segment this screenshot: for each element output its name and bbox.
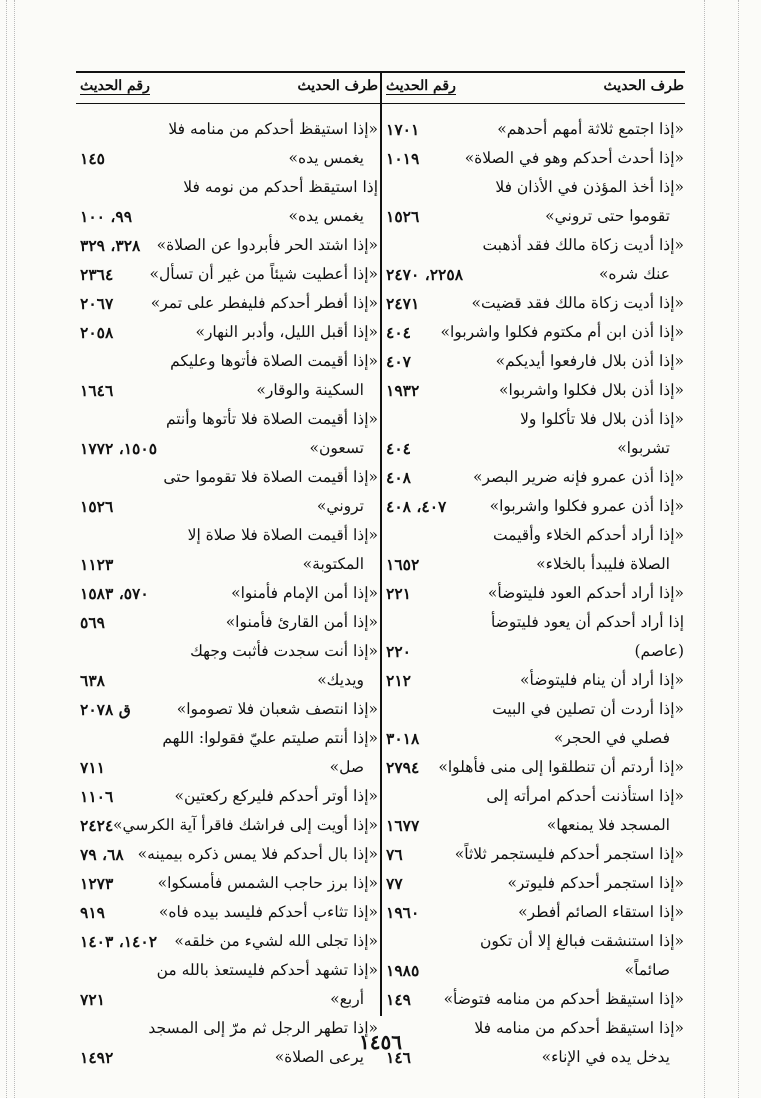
index-entry-row bbox=[382, 347, 686, 376]
hadith-start-text: تشربوا» bbox=[617, 439, 670, 457]
hadith-start-text: «إذا أنت سجدت فأثبت وجهك bbox=[190, 642, 378, 660]
hadith-number: ١١٠٦ bbox=[80, 787, 114, 806]
page-number: ١٤٥٦ bbox=[359, 1030, 402, 1054]
index-entry-row bbox=[76, 550, 380, 579]
index-entry-row bbox=[76, 753, 380, 782]
hadith-start-text: «إذا أذن بلال فلا تأكلوا ولا bbox=[520, 410, 684, 428]
index-entry-row bbox=[76, 811, 380, 840]
index-entry-row bbox=[76, 376, 380, 405]
hadith-start-text: «إذا بال أحدكم فلا يمس ذكره بيمينه» bbox=[137, 845, 378, 863]
hadith-start-text: إذا استيقظ أحدكم من نومه فلا bbox=[183, 178, 378, 196]
hadith-start-text: «إذا أعطيت شيئاً من غير أن تسأل» bbox=[149, 265, 378, 283]
hadith-number: ٧٢١ bbox=[80, 990, 105, 1009]
index-entry-row bbox=[382, 869, 686, 898]
hadith-number: ق ٢٠٧٨ bbox=[80, 700, 131, 719]
hadith-number: ١٩٣٢ bbox=[386, 381, 420, 400]
margin-dots-right-2 bbox=[738, 0, 739, 1098]
index-entry-row bbox=[382, 579, 686, 608]
left-column-rows bbox=[76, 115, 380, 1072]
margin-dots-right bbox=[704, 0, 705, 1098]
hadith-start-text: «إذا استأذنت أحدكم امرأته إلى bbox=[486, 787, 684, 805]
hadith-start-text: «إذا استجمر أحدكم فليوتر» bbox=[507, 874, 684, 892]
hadith-number: ٢٢١ bbox=[386, 584, 411, 603]
index-entry-row bbox=[76, 782, 380, 811]
index-entry-row bbox=[382, 521, 686, 550]
header-hadith-start: طرف الحديث bbox=[297, 78, 378, 94]
index-entry-row bbox=[382, 115, 686, 144]
index-entry-row bbox=[382, 405, 686, 434]
index-entry-row bbox=[382, 463, 686, 492]
hadith-start-text: فصلي في الحجر» bbox=[553, 729, 670, 747]
hadith-start-text: «إذا أذن بلال فارفعوا أيديكم» bbox=[495, 352, 684, 370]
hadith-number: ٢٢٠ bbox=[386, 642, 411, 661]
hadith-number: ٢٤٢٤ bbox=[80, 816, 114, 835]
hadith-number: ٣٠١٨ bbox=[386, 729, 420, 748]
hadith-start-text: «إذا أنتم صليتم عليّ فقولوا: اللهم bbox=[162, 729, 378, 747]
index-entry-row bbox=[76, 463, 380, 492]
index-entry-row bbox=[76, 434, 380, 463]
index-entry-row bbox=[76, 985, 380, 1014]
hadith-number: ٦٣٨ bbox=[80, 671, 105, 690]
index-entry-row bbox=[382, 260, 686, 289]
right-column-header bbox=[382, 78, 686, 100]
hadith-number: ٥٧٠، ١٥٨٣ bbox=[80, 584, 149, 603]
hadith-start-text: «إذا أديت زكاة مالك فقد أذهبت bbox=[482, 236, 684, 254]
index-entry-row bbox=[382, 550, 686, 579]
hadith-number: ٥٦٩ bbox=[80, 613, 105, 632]
index-entry-row bbox=[76, 579, 380, 608]
index-entry-row bbox=[382, 724, 686, 753]
hadith-start-text: «إذا أويت إلى فراشك فاقرأ آية الكرسي» bbox=[112, 816, 378, 834]
hadith-start-text: «إذا انتصف شعبان فلا تصوموا» bbox=[176, 700, 378, 718]
hadith-start-text: «إذا استجمر أحدكم فليستجمر ثلاثاً» bbox=[454, 845, 684, 863]
hadith-start-text: «إذا برز حاجب الشمس فأمسكوا» bbox=[157, 874, 378, 892]
hadith-start-text: ويديك» bbox=[317, 671, 364, 689]
index-entry-row bbox=[76, 869, 380, 898]
index-entry-row bbox=[76, 231, 380, 260]
index-entry-row bbox=[382, 753, 686, 782]
hadith-start-text: الصلاة فليبدأ بالخلاء» bbox=[536, 555, 670, 573]
hadith-number: ١٤٩٢ bbox=[80, 1048, 114, 1067]
index-entry-row bbox=[76, 202, 380, 231]
index-entry-row bbox=[382, 782, 686, 811]
header-hadith-start: طرف الحديث bbox=[603, 78, 684, 94]
hadith-start-text: «إذا تشهد أحدكم فليستعذ بالله من bbox=[156, 961, 378, 979]
hadith-number: ١٥٢٦ bbox=[386, 207, 420, 226]
hadith-start-text: صل» bbox=[329, 758, 364, 776]
hadith-start-text: «إذا اجتمع ثلاثة أمهم أحدهم» bbox=[497, 120, 684, 138]
hadith-number: ٧٦ bbox=[386, 845, 403, 864]
hadith-number: ٧١١ bbox=[80, 758, 105, 777]
index-entry-row bbox=[382, 840, 686, 869]
index-entry-row bbox=[382, 985, 686, 1014]
hadith-number: ١٤٥ bbox=[80, 149, 105, 168]
index-entry-row bbox=[382, 289, 686, 318]
hadith-number: ٧٧ bbox=[386, 874, 403, 893]
margin-dots-left bbox=[6, 0, 7, 1098]
index-entry-row bbox=[76, 695, 380, 724]
index-entry-row bbox=[382, 811, 686, 840]
hadith-number: ٤٠٨ bbox=[386, 468, 411, 487]
hadith-number: ١٦٥٢ bbox=[386, 555, 420, 574]
hadith-number: ٢٠٥٨ bbox=[80, 323, 114, 342]
hadith-start-text: يغمس يده» bbox=[288, 149, 364, 167]
index-entry-row bbox=[76, 115, 380, 144]
hadith-start-text: «إذا أقيمت الصلاة فلا تأتوها وأنتم bbox=[165, 410, 378, 428]
hadith-start-text: «إذا أقيمت الصلاة فلا تقوموا حتى bbox=[163, 468, 378, 486]
index-entry-row bbox=[76, 898, 380, 927]
hadith-start-text: «إذا أذن ابن أم مكتوم فكلوا واشربوا» bbox=[440, 323, 684, 341]
index-entry-row bbox=[76, 956, 380, 985]
hadith-number: ١٩٦٠ bbox=[386, 903, 420, 922]
index-entry-row bbox=[76, 927, 380, 956]
index-entry-row bbox=[76, 260, 380, 289]
index-entry-row bbox=[76, 347, 380, 376]
hadith-start-text: «إذا أراد أحدكم الخلاء وأقيمت bbox=[492, 526, 684, 544]
index-entry-row bbox=[382, 144, 686, 173]
hadith-start-text: تروني» bbox=[316, 497, 364, 515]
hadith-number: ١٥٠٥، ١٧٧٢ bbox=[80, 439, 158, 458]
hadith-start-text: «إذا استيقظ أحدكم من منامه فلا bbox=[168, 120, 378, 138]
index-entry-row bbox=[382, 695, 686, 724]
hadith-start-text: «إذا أقيمت الصلاة فأتوها وعليكم bbox=[170, 352, 378, 370]
hadith-start-text: يدخل يده في الإناء» bbox=[541, 1048, 670, 1066]
hadith-start-text: «إذا تجلى الله لشيء من خلقه» bbox=[174, 932, 378, 950]
hadith-start-text: المكتوبة» bbox=[302, 555, 364, 573]
hadith-number: ١٤٦ bbox=[386, 1048, 411, 1067]
header-hadith-number: رقم الحديث bbox=[80, 78, 150, 94]
index-entry-row bbox=[76, 173, 380, 202]
hadith-start-text: «إذا أقيمت الصلاة فلا صلاة إلا bbox=[187, 526, 378, 544]
hadith-start-text: «إذا أفطر أحدكم فليفطر على تمر» bbox=[150, 294, 378, 312]
right-column bbox=[382, 71, 686, 1067]
index-entry-row bbox=[382, 898, 686, 927]
hadith-start-text: «إذا أحدث أحدكم وهو في الصلاة» bbox=[464, 149, 684, 167]
hadith-start-text: «إذا اشتد الحر فأبردوا عن الصلاة» bbox=[156, 236, 378, 254]
index-entry-row bbox=[76, 405, 380, 434]
hadith-number: ٤٠٧ bbox=[386, 352, 411, 371]
index-entry-row bbox=[76, 289, 380, 318]
index-entry-row bbox=[382, 608, 686, 637]
hadith-number: ٢٧٩٤ bbox=[386, 758, 420, 777]
right-column-rows bbox=[382, 115, 686, 1072]
index-entry-row bbox=[382, 434, 686, 463]
index-entry-row bbox=[76, 724, 380, 753]
hadith-start-text: «إذا تطهر الرجل ثم مرّ إلى المسجد bbox=[148, 1019, 378, 1037]
index-entry-row bbox=[76, 840, 380, 869]
hadith-start-text: «إذا استيقظ أحدكم من منامه فتوضأ» bbox=[443, 990, 684, 1008]
hadith-start-text: «إذا أذن عمرو فإنه ضرير البصر» bbox=[473, 468, 684, 486]
index-entry-row bbox=[382, 492, 686, 521]
hadith-number: ٤٠٤ bbox=[386, 323, 411, 342]
hadith-start-text: المسجد فلا يمنعها» bbox=[546, 816, 670, 834]
left-column-header bbox=[76, 78, 380, 100]
index-entry-row bbox=[76, 666, 380, 695]
hadith-start-text: «إذا استيقظ أحدكم من منامه فلا bbox=[474, 1019, 684, 1037]
index-entry-row bbox=[76, 144, 380, 173]
hadith-start-text: صائماً» bbox=[624, 961, 670, 979]
hadith-number: ١٧٠١ bbox=[386, 120, 420, 139]
hadith-number: ٢٣٦٤ bbox=[80, 265, 114, 284]
hadith-number: ١١٢٣ bbox=[80, 555, 114, 574]
hadith-number: ١٢٧٣ bbox=[80, 874, 114, 893]
hadith-number: ١٤٠٢، ١٤٠٣ bbox=[80, 932, 158, 951]
index-entry-row bbox=[76, 608, 380, 637]
hadith-start-text: السكينة والوقار» bbox=[256, 381, 364, 399]
index-entry-row bbox=[76, 318, 380, 347]
index-entry-row bbox=[76, 521, 380, 550]
hadith-start-text: «إذا أقبل الليل، وأدبر النهار» bbox=[195, 323, 378, 341]
index-entry-row bbox=[76, 637, 380, 666]
hadith-start-text: «إذا أردت أن تصلين في البيت bbox=[492, 700, 684, 718]
header-hadith-number: رقم الحديث bbox=[386, 78, 456, 94]
hadith-start-text: «إذا تثاءب أحدكم فليسد بيده فاه» bbox=[158, 903, 378, 921]
index-entry-row bbox=[382, 376, 686, 405]
hadith-number: ١٦٤٦ bbox=[80, 381, 114, 400]
index-entry-row bbox=[382, 202, 686, 231]
hadith-start-text: يغمس يده» bbox=[288, 207, 364, 225]
hadith-start-text: «إذا أمن القارئ فأمنوا» bbox=[225, 613, 378, 631]
hadith-start-text: إذا أراد أحدكم أن يعود فليتوضأ bbox=[490, 613, 684, 631]
hadith-start-text: «إذا أخذ المؤذن في الأذان فلا bbox=[495, 178, 684, 196]
hadith-start-text: «إذا أذن عمرو فكلوا واشربوا» bbox=[489, 497, 684, 515]
index-entry-row bbox=[382, 666, 686, 695]
hadith-number: ٢٤٧١ bbox=[386, 294, 420, 313]
hadith-start-text: «إذا أراد أن ينام فليتوضأ» bbox=[520, 671, 684, 689]
index-entry-row bbox=[382, 956, 686, 985]
index-entry-row bbox=[382, 231, 686, 260]
hadith-number: ١٩٨٥ bbox=[386, 961, 420, 980]
hadith-number: ١٠١٩ bbox=[386, 149, 420, 168]
hadith-number: ٤٠٧، ٤٠٨ bbox=[386, 497, 447, 516]
hadith-start-text: عنك شره» bbox=[598, 265, 670, 283]
hadith-start-text: «إذا استنشقت فبالغ إلا أن تكون bbox=[479, 932, 684, 950]
index-entry-row bbox=[382, 318, 686, 347]
hadith-start-text: «إذا أمن الإمام فأمنوا» bbox=[231, 584, 378, 602]
hadith-number: ٦٨، ٧٩ bbox=[80, 845, 124, 864]
hadith-number: ٢١٢ bbox=[386, 671, 411, 690]
hadith-start-text: «إذا أردتم أن تنطلقوا إلى منى فأهلوا» bbox=[438, 758, 684, 776]
hadith-number: ١٤٩ bbox=[386, 990, 411, 1009]
hadith-start-text: «إذا أراد أحدكم العود فليتوضأ» bbox=[487, 584, 684, 602]
hadith-number: ١٦٧٧ bbox=[386, 816, 420, 835]
hadith-number: ٩١٩ bbox=[80, 903, 105, 922]
hadith-start-text: «إذا أديت زكاة مالك فقد قضيت» bbox=[471, 294, 684, 312]
hadith-start-text: «إذا استقاء الصائم أفطر» bbox=[518, 903, 684, 921]
hadith-number: ٢٠٦٧ bbox=[80, 294, 114, 313]
index-entry-row bbox=[382, 637, 686, 666]
hadith-number: ٣٢٨، ٣٢٩ bbox=[80, 236, 141, 255]
index-entry-row bbox=[382, 927, 686, 956]
hadith-start-text: تقوموا حتى تروني» bbox=[545, 207, 670, 225]
hadith-start-text: أربع» bbox=[330, 990, 364, 1008]
hadith-start-text: «إذا أذن بلال فكلوا واشربوا» bbox=[499, 381, 684, 399]
index-entry-row bbox=[382, 173, 686, 202]
hadith-start-text: تسعون» bbox=[309, 439, 364, 457]
left-column bbox=[76, 71, 380, 1067]
hadith-number: ٢٢٥٨، ٢٤٧٠ bbox=[386, 265, 464, 284]
hadith-start-text: (عاصم) bbox=[634, 642, 684, 660]
hadith-number: ٤٠٤ bbox=[386, 439, 411, 458]
index-entry-row bbox=[76, 492, 380, 521]
hadith-start-text: «إذا أوتر أحدكم فليركع ركعتين» bbox=[174, 787, 378, 805]
hadith-number: ٩٩، ١٠٠ bbox=[80, 207, 133, 226]
margin-dots-left-2 bbox=[14, 0, 15, 1098]
hadith-number: ١٥٢٦ bbox=[80, 497, 114, 516]
hadith-start-text: يرعى الصلاة» bbox=[274, 1048, 364, 1066]
